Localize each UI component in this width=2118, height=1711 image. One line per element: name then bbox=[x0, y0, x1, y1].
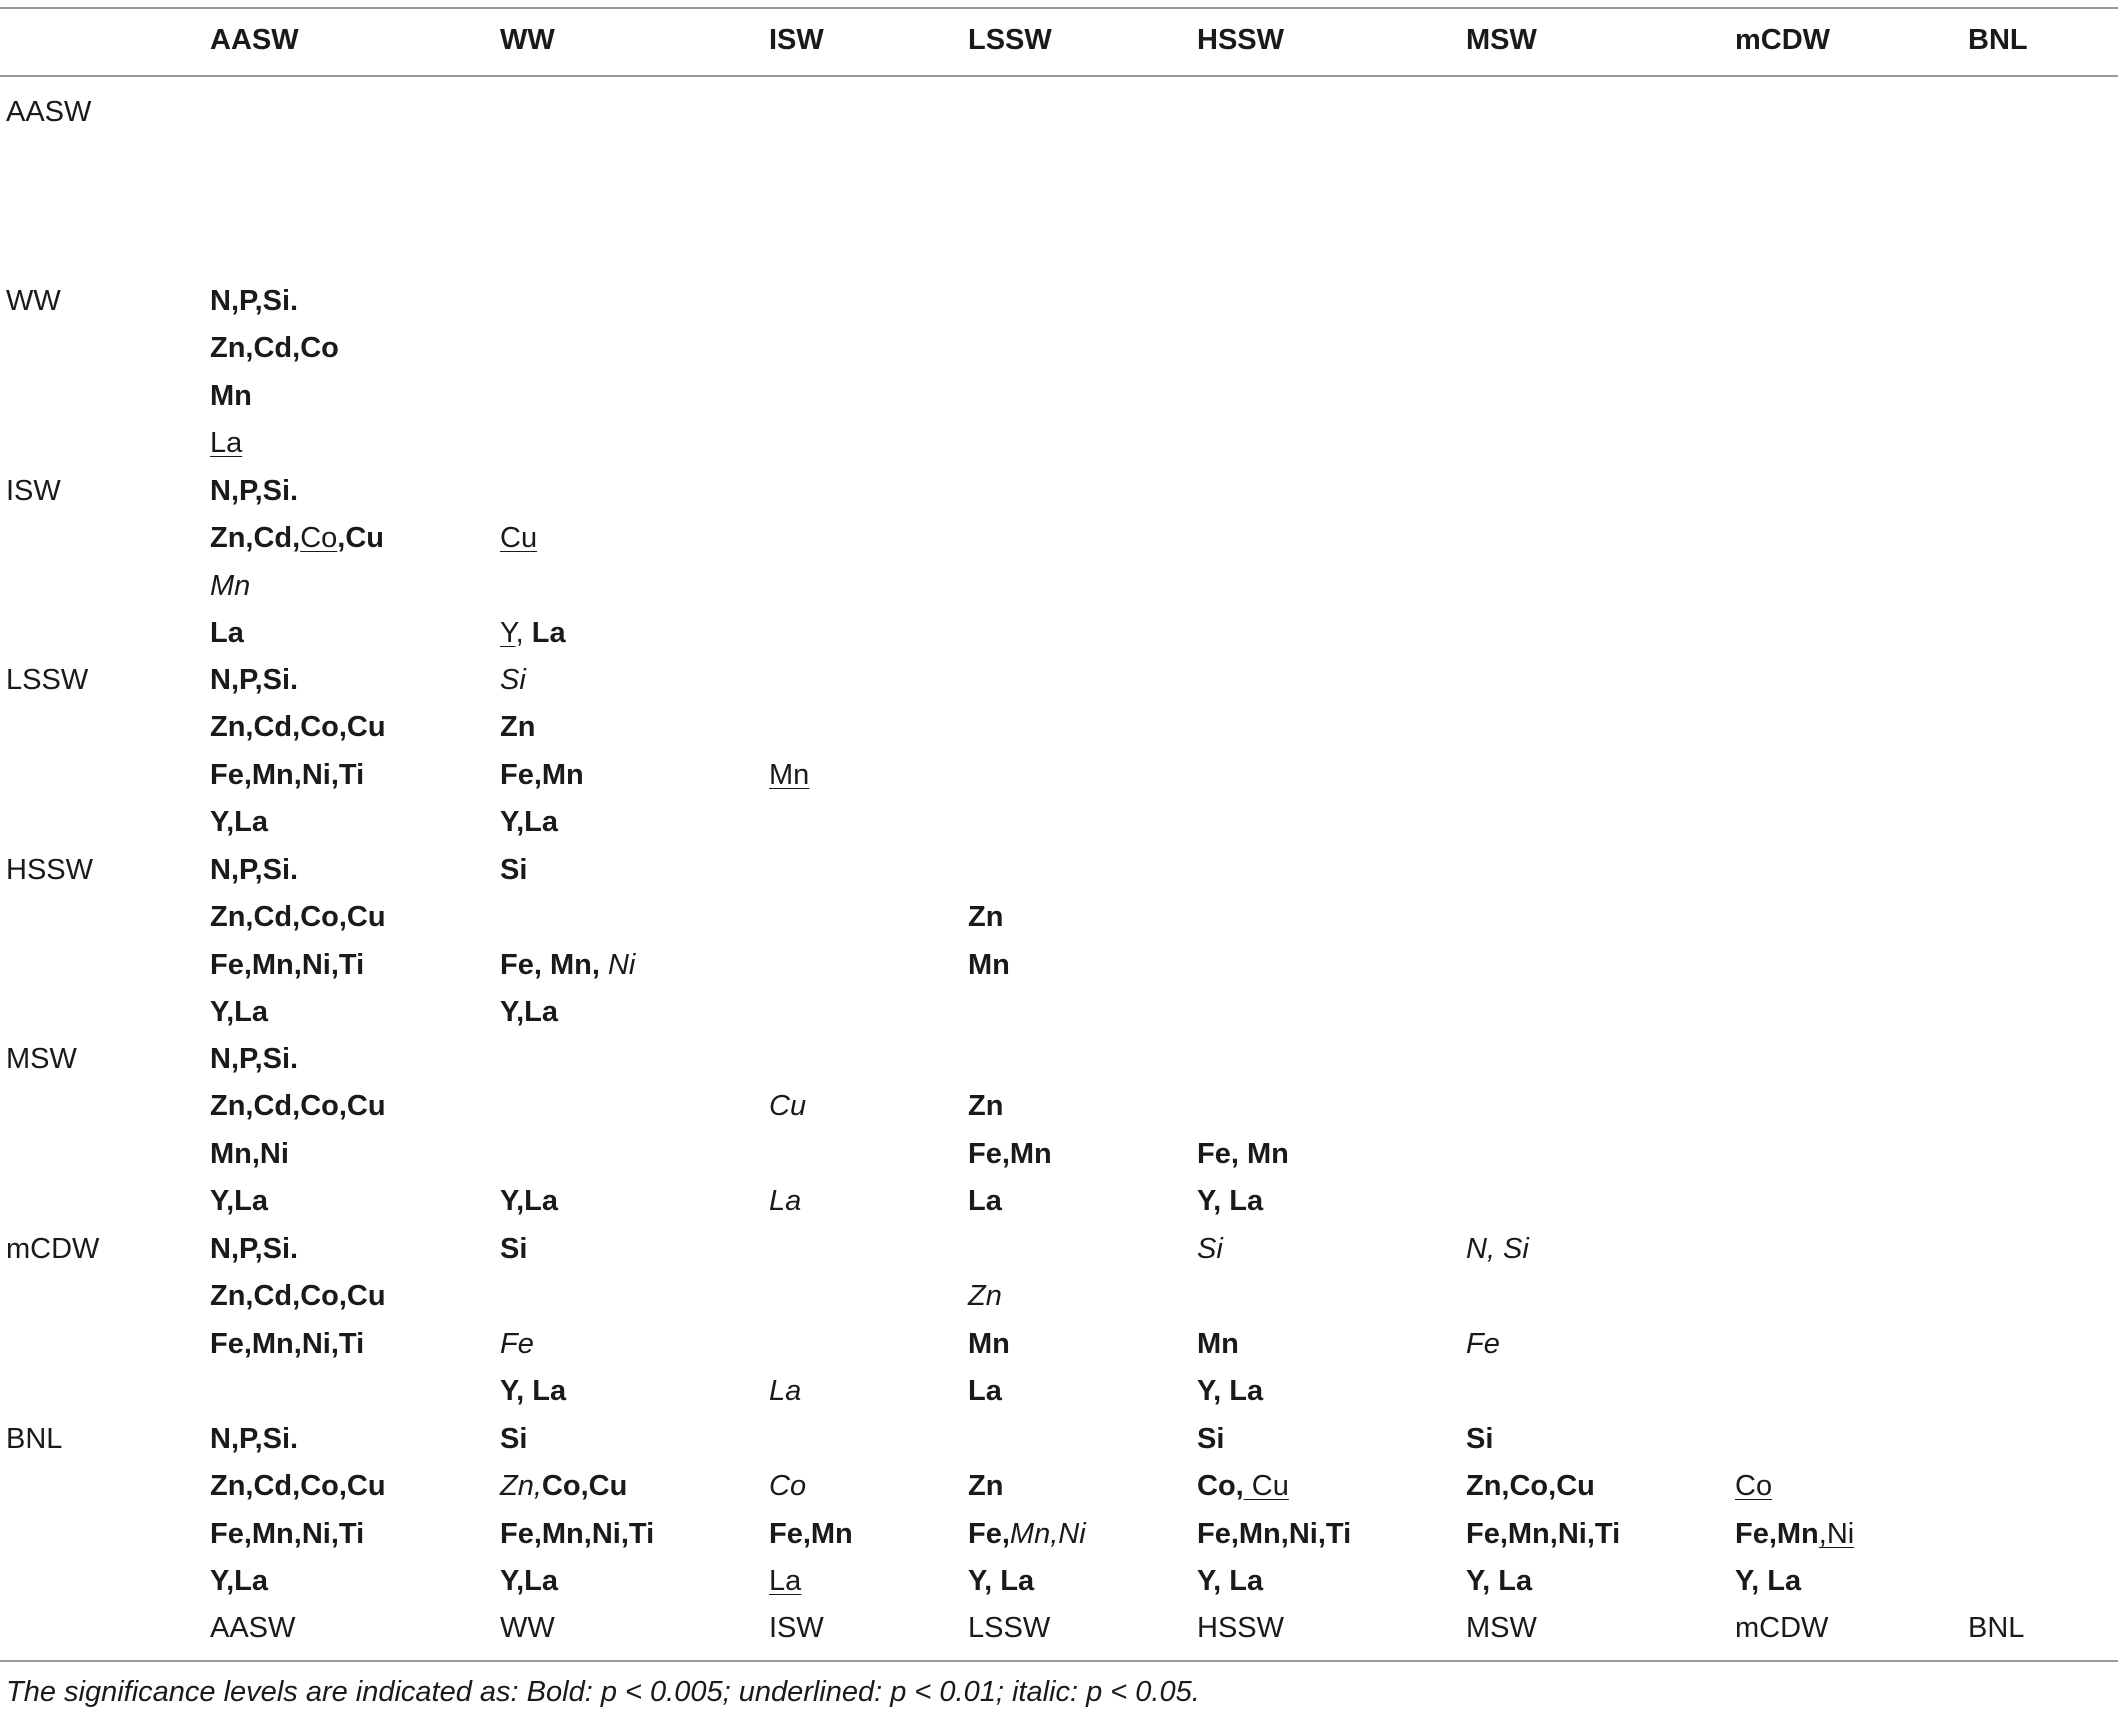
table-cell bbox=[500, 1425, 527, 1454]
table-cell bbox=[500, 1327, 534, 1360]
table-cell bbox=[968, 1282, 1002, 1311]
table-cell bbox=[1466, 1425, 1493, 1454]
table-cell bbox=[500, 1235, 527, 1264]
column-header: BNL bbox=[1968, 24, 2028, 56]
row-label: LSSW bbox=[6, 664, 89, 696]
table-cell bbox=[500, 1187, 558, 1216]
cell-text: N,P,Si. bbox=[210, 854, 299, 886]
table-cell bbox=[1197, 1137, 1289, 1170]
cell-text: N,P,Si. bbox=[210, 664, 299, 696]
cell-text: Mn bbox=[968, 1327, 1010, 1360]
table-cell bbox=[1735, 1472, 1772, 1501]
table-cell bbox=[1466, 1472, 1595, 1501]
cell-text: Y, La bbox=[1197, 1375, 1264, 1408]
table-cell bbox=[769, 1517, 853, 1550]
cell-text: ,Cu bbox=[337, 522, 384, 555]
cell-text: N,P,Si. bbox=[210, 1233, 299, 1265]
table-cell bbox=[210, 334, 339, 363]
table-cell bbox=[210, 287, 298, 316]
cell-text: La bbox=[769, 1565, 802, 1598]
table-cell bbox=[500, 948, 636, 981]
cell-text: , bbox=[515, 617, 532, 650]
table-cell bbox=[968, 1567, 1034, 1596]
table-cell bbox=[210, 903, 386, 932]
table-cell bbox=[500, 666, 526, 695]
cell-text: La bbox=[210, 427, 243, 460]
cell-text: Co bbox=[1735, 1470, 1773, 1503]
cell-text: Y, La bbox=[1197, 1565, 1264, 1598]
cell-text: Cu bbox=[1243, 1470, 1289, 1503]
table-cell bbox=[500, 1472, 627, 1501]
table-footnote: The significance levels are indicated as: Bold: p < 0.005; underlined: p < 0.01; italic: p < 0.05. bbox=[6, 1676, 1200, 1708]
table-cell bbox=[1735, 1567, 1801, 1596]
table-cell bbox=[500, 713, 535, 742]
cell-text: Fe,Mn bbox=[968, 1137, 1052, 1170]
cell-text: Y,La bbox=[500, 1565, 559, 1598]
cell-text: Co, bbox=[1197, 1470, 1244, 1503]
cell-text: Y, La bbox=[1466, 1565, 1533, 1598]
table-cell bbox=[210, 758, 365, 791]
bottom-rule bbox=[0, 1660, 2118, 1662]
table-cell bbox=[1197, 1425, 1224, 1454]
cell-text: Ni bbox=[607, 948, 636, 981]
column-footer-label: LSSW bbox=[968, 1612, 1051, 1644]
table-cell bbox=[500, 524, 537, 553]
table-cell bbox=[968, 903, 1003, 932]
cell-text: Zn bbox=[968, 1470, 1004, 1503]
table-cell bbox=[968, 1327, 1010, 1360]
table-cell bbox=[968, 1377, 1002, 1406]
cell-text: Cu bbox=[500, 522, 538, 555]
cell-text: Fe,Mn bbox=[500, 758, 584, 791]
table-cell bbox=[210, 619, 244, 648]
table-cell bbox=[1197, 1187, 1263, 1216]
cell-text: Zn,Co,Cu bbox=[1466, 1470, 1595, 1503]
table-cell bbox=[210, 666, 298, 695]
cell-text: Mn bbox=[210, 379, 252, 412]
cell-text: Y, La bbox=[1735, 1565, 1802, 1598]
table-cell bbox=[769, 1092, 806, 1121]
cell-text: Fe bbox=[1466, 1327, 1500, 1360]
cell-text: Fe,Mn,Ni,Ti bbox=[210, 758, 365, 791]
cell-text: Y,La bbox=[210, 996, 269, 1029]
table-cell bbox=[210, 379, 252, 412]
cell-text: Mn bbox=[210, 569, 251, 602]
cell-text: Si bbox=[500, 664, 526, 696]
table-cell bbox=[210, 713, 386, 742]
cell-text: Mn bbox=[968, 948, 1010, 981]
cell-text: Zn, bbox=[500, 1470, 542, 1503]
table-cell bbox=[769, 1472, 806, 1501]
cell-text: Y, La bbox=[1197, 1185, 1264, 1218]
table-cell bbox=[210, 1517, 365, 1550]
table-cell bbox=[500, 1377, 566, 1406]
cell-text: Zn,Cd,Co,Cu bbox=[210, 1280, 386, 1313]
table-cell bbox=[1197, 1327, 1239, 1360]
cell-text: Zn bbox=[500, 711, 536, 744]
row-label: AASW bbox=[6, 96, 92, 128]
table-cell bbox=[769, 758, 810, 791]
cell-text: Zn,Cd,Co bbox=[210, 332, 339, 365]
column-header: mCDW bbox=[1735, 24, 1831, 56]
cell-text: Fe,Mn,Ni,Ti bbox=[210, 948, 365, 981]
cell-text: Cu bbox=[769, 1090, 807, 1123]
table-cell bbox=[500, 856, 527, 885]
cell-text: La bbox=[769, 1185, 802, 1218]
cell-text: Fe,Mn,Ni,Ti bbox=[1466, 1517, 1621, 1550]
table-cell bbox=[1466, 1235, 1529, 1264]
table-cell bbox=[210, 1327, 365, 1360]
column-header: LSSW bbox=[968, 24, 1052, 56]
cell-text: Fe bbox=[500, 1327, 534, 1360]
cell-text: Fe,Mn,Ni,Ti bbox=[210, 1327, 365, 1360]
column-footer-label: MSW bbox=[1466, 1612, 1537, 1644]
row-label: ISW bbox=[6, 475, 61, 507]
cell-text: Fe, bbox=[968, 1517, 1010, 1550]
table-cell bbox=[210, 569, 251, 602]
cell-text: Fe,Mn bbox=[769, 1517, 853, 1550]
column-footer-label: HSSW bbox=[1197, 1612, 1284, 1644]
row-label: MSW bbox=[6, 1043, 77, 1075]
table-cell bbox=[210, 1425, 298, 1454]
table-cell bbox=[210, 1137, 289, 1170]
cell-text: Si bbox=[500, 1423, 528, 1455]
table-cell bbox=[1466, 1327, 1500, 1360]
table-cell bbox=[500, 758, 584, 791]
cell-text: Y,La bbox=[500, 1185, 559, 1218]
cell-text: Si bbox=[1466, 1423, 1494, 1455]
cell-text: Zn,Cd,Co,Cu bbox=[210, 711, 386, 744]
column-header: ISW bbox=[769, 24, 824, 56]
column-header: WW bbox=[500, 24, 555, 56]
cell-text: Zn bbox=[968, 1280, 1002, 1313]
cell-text: Y bbox=[500, 617, 516, 650]
cell-text: Si bbox=[500, 1233, 528, 1265]
cell-text: Mn bbox=[769, 758, 810, 791]
cell-text: Fe,Mn,Ni,Ti bbox=[1197, 1517, 1352, 1550]
table-cell bbox=[210, 1472, 386, 1501]
row-label: mCDW bbox=[6, 1233, 100, 1265]
cell-text: La bbox=[968, 1185, 1002, 1218]
cell-text: Fe,Mn,Ni,Ti bbox=[210, 1517, 365, 1550]
cell-text: Fe, Mn, bbox=[500, 948, 608, 981]
header-rule bbox=[0, 75, 2118, 77]
table-cell bbox=[210, 524, 384, 553]
cell-text: Mn,Ni bbox=[210, 1137, 289, 1170]
column-footer-label: AASW bbox=[210, 1612, 296, 1644]
row-label: WW bbox=[6, 285, 61, 317]
cell-text: Si bbox=[1197, 1423, 1225, 1455]
cell-text: La bbox=[210, 617, 244, 650]
cell-text: Y,La bbox=[500, 996, 559, 1029]
row-label: BNL bbox=[6, 1423, 63, 1455]
table-cell bbox=[968, 948, 1010, 981]
cell-text: Zn,Cd, bbox=[210, 522, 301, 555]
table-cell bbox=[1197, 1567, 1263, 1596]
table-cell bbox=[210, 808, 268, 837]
cell-text: Zn,Cd,Co,Cu bbox=[210, 1090, 386, 1123]
table-cell bbox=[210, 1045, 298, 1074]
table-cell bbox=[210, 1567, 268, 1596]
table-cell bbox=[968, 1187, 1002, 1216]
table-cell bbox=[500, 1567, 558, 1596]
cell-text: Zn,Cd,Co,Cu bbox=[210, 901, 386, 934]
table-cell bbox=[1197, 1472, 1289, 1501]
top-rule bbox=[0, 7, 2118, 9]
cell-text: Zn bbox=[968, 901, 1004, 934]
column-header: MSW bbox=[1466, 24, 1537, 56]
table-cell bbox=[210, 477, 298, 506]
table-cell bbox=[1197, 1517, 1352, 1550]
table-cell bbox=[968, 1517, 1086, 1550]
cell-text: Si bbox=[1197, 1233, 1223, 1265]
cell-text: Mn bbox=[1197, 1327, 1239, 1360]
cell-text: Si bbox=[500, 854, 528, 886]
table-cell bbox=[210, 998, 268, 1027]
cell-text: Fe,Mn bbox=[1735, 1517, 1819, 1550]
column-header: HSSW bbox=[1197, 24, 1284, 56]
cell-text: N,P,Si. bbox=[210, 475, 299, 507]
table-cell bbox=[500, 619, 566, 648]
cell-text: La bbox=[769, 1375, 802, 1408]
cell-text: La bbox=[968, 1375, 1002, 1408]
table-cell bbox=[210, 948, 365, 981]
table-cell bbox=[968, 1472, 1003, 1501]
table-cell bbox=[210, 1092, 386, 1121]
table-cell bbox=[769, 1187, 801, 1216]
cell-text: La bbox=[531, 617, 566, 650]
cell-text: Y,La bbox=[500, 806, 559, 839]
cell-text: Y, La bbox=[968, 1565, 1035, 1598]
cell-text: Co bbox=[300, 522, 338, 555]
cell-text: Zn bbox=[968, 1090, 1004, 1123]
cell-text: N,P,Si. bbox=[210, 1043, 299, 1075]
cell-text: Y, La bbox=[500, 1375, 567, 1408]
table-cell bbox=[210, 429, 242, 458]
table-cell bbox=[1735, 1517, 1855, 1550]
table-cell bbox=[210, 1282, 386, 1311]
row-label: HSSW bbox=[6, 854, 93, 886]
table-cell bbox=[1197, 1377, 1263, 1406]
cell-text: N,P,Si. bbox=[210, 1423, 299, 1455]
column-footer-label: BNL bbox=[1968, 1612, 2025, 1644]
column-footer-label: mCDW bbox=[1735, 1612, 1829, 1644]
table-cell bbox=[500, 1517, 655, 1550]
table-cell bbox=[769, 1567, 801, 1596]
table-cell bbox=[210, 1187, 268, 1216]
cell-text: Y,La bbox=[210, 1185, 269, 1218]
cell-text: Y,La bbox=[210, 1565, 269, 1598]
cell-text: Fe,Mn,Ni,Ti bbox=[500, 1517, 655, 1550]
table-cell bbox=[210, 856, 298, 885]
cell-text: Co,Cu bbox=[541, 1470, 628, 1503]
table-cell bbox=[968, 1137, 1052, 1170]
table-cell bbox=[968, 1092, 1003, 1121]
cell-text: ,Ni bbox=[1818, 1517, 1855, 1550]
table-cell bbox=[500, 808, 558, 837]
column-header: AASW bbox=[210, 24, 299, 56]
table-cell bbox=[769, 1377, 801, 1406]
cell-text: N,P,Si. bbox=[210, 285, 299, 317]
table-cell bbox=[1197, 1235, 1223, 1264]
table-cell bbox=[1466, 1567, 1532, 1596]
column-footer-label: WW bbox=[500, 1612, 555, 1644]
cell-text: Mn,Ni bbox=[1009, 1517, 1086, 1550]
cell-text: Fe, Mn bbox=[1197, 1137, 1289, 1170]
column-footer-label: ISW bbox=[769, 1612, 824, 1644]
cell-text: N, Si bbox=[1466, 1233, 1529, 1265]
table-cell bbox=[500, 998, 558, 1027]
table-cell bbox=[1466, 1517, 1621, 1550]
cell-text: Zn,Cd,Co,Cu bbox=[210, 1470, 386, 1503]
table-cell bbox=[210, 1235, 298, 1264]
cell-text: Y,La bbox=[210, 806, 269, 839]
cell-text: Co bbox=[769, 1470, 807, 1503]
